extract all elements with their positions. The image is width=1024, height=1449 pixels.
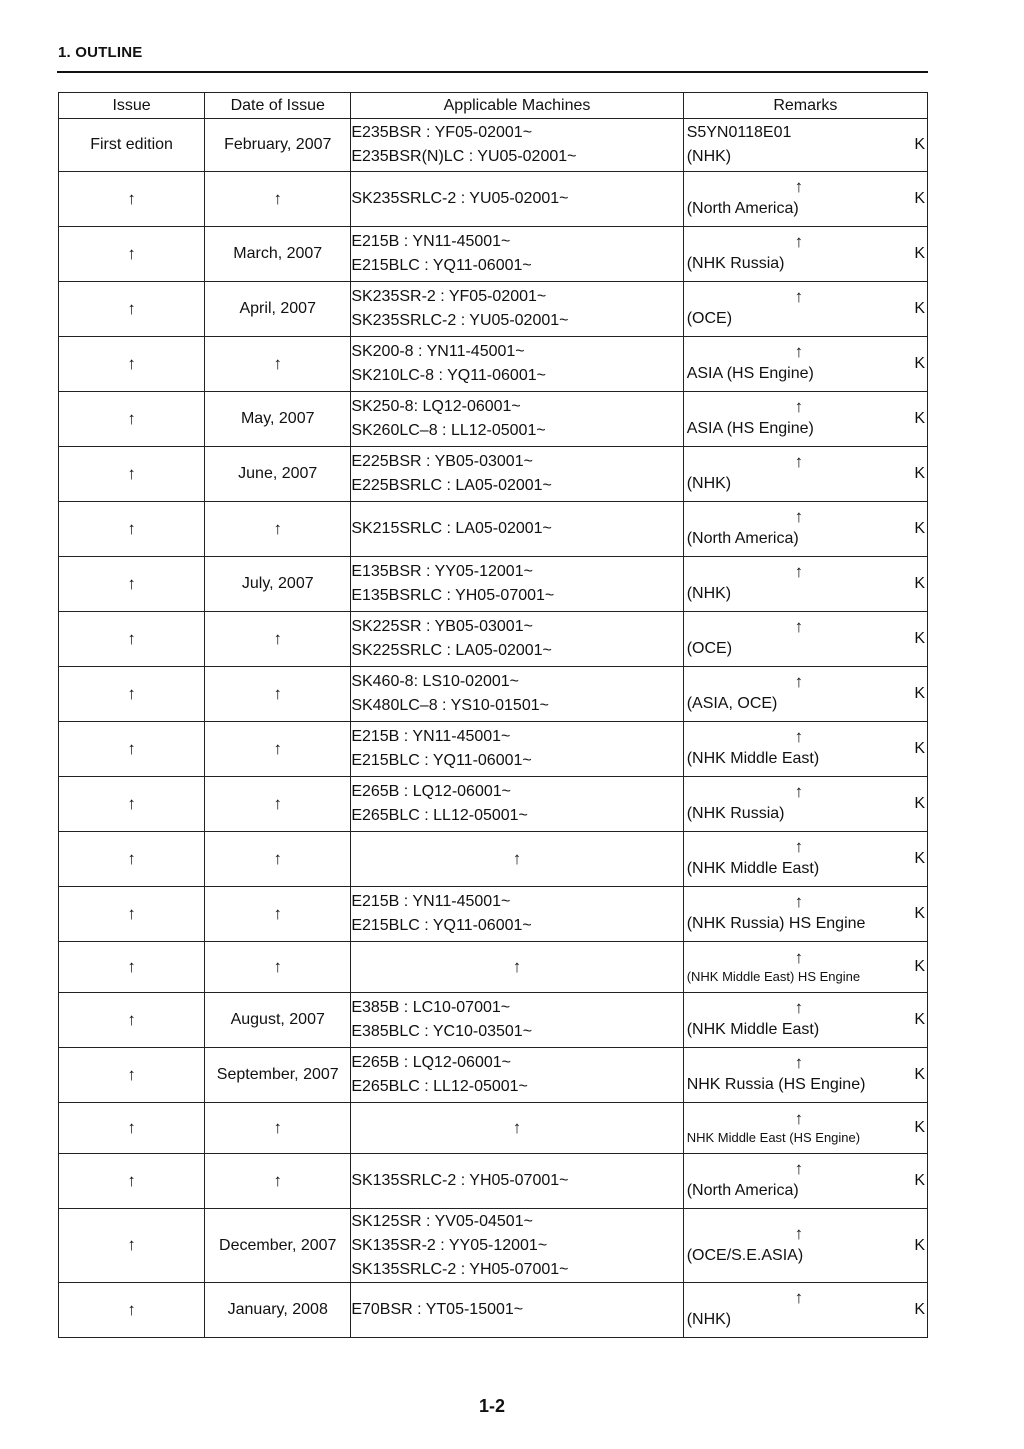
remark-text: (NHK Russia) HS Engine (686, 915, 866, 932)
table-row (59, 557, 928, 612)
issue-cell (59, 1283, 205, 1338)
machine-line: SK235SRLC-2 : YU05-02001~ (351, 190, 569, 207)
machines-cell (351, 612, 683, 667)
revision-table (58, 92, 928, 1338)
remarks-cell (683, 1209, 927, 1283)
ditto-arrow-icon: ↑ (127, 683, 136, 703)
machines-cell (351, 942, 683, 993)
table-row (59, 667, 928, 722)
region-flag: K (914, 355, 925, 372)
date-cell (205, 667, 351, 722)
date-cell (205, 1154, 351, 1209)
machine-line: E235BSR(N)LC : YU05-02001~ (351, 148, 577, 165)
machine-line: E385BLC : YC10-03501~ (351, 1023, 533, 1040)
ditto-arrow-icon: ↑ (127, 903, 136, 923)
ditto-arrow-icon: ↑ (127, 1064, 136, 1084)
issue-cell (59, 172, 205, 227)
remark-text: (NHK Russia) (686, 805, 785, 822)
machines-cell (351, 502, 683, 557)
issue-cell (59, 227, 205, 282)
remark-text: (NHK) (686, 475, 732, 492)
region-flag: K (914, 740, 925, 757)
ditto-arrow-icon: ↑ (794, 837, 804, 856)
date-cell (205, 392, 351, 447)
machine-line: SK460-8: LS10-02001~ (351, 673, 519, 690)
table-row (59, 392, 928, 447)
machine-line: SK210LC-8 : YQ11-06001~ (351, 367, 546, 384)
ditto-arrow-icon: ↑ (273, 793, 282, 813)
machine-line: SK225SRLC : LA05-02001~ (351, 642, 552, 659)
region-flag: K (914, 1011, 925, 1028)
machine-line: E265B : LQ12-06001~ (351, 1054, 511, 1071)
date-cell (205, 722, 351, 777)
issue-cell (59, 337, 205, 392)
region-flag: K (914, 136, 925, 153)
remark-text: (OCE/S.E.ASIA) (686, 1246, 804, 1264)
date-text: May, 2007 (240, 410, 315, 427)
ditto-arrow-icon: ↑ (273, 188, 282, 208)
ditto-arrow-icon: ↑ (794, 1288, 804, 1307)
issue-cell (59, 447, 205, 502)
date-text: September, 2007 (216, 1066, 339, 1083)
ditto-arrow-icon: ↑ (127, 463, 136, 483)
issue-cell (59, 557, 205, 612)
remarks-cell (683, 447, 927, 502)
region-flag: K (914, 1172, 925, 1189)
date-text: March, 2007 (233, 245, 323, 262)
machines-cell (351, 557, 683, 612)
issue-text: First edition (90, 136, 173, 153)
date-text: January, 2008 (227, 1301, 328, 1318)
date-cell (205, 502, 351, 557)
machines-cell (351, 227, 683, 282)
table-row (59, 832, 928, 887)
remark-text: (NHK Middle East) (686, 750, 820, 767)
region-flag: K (914, 1301, 925, 1318)
ditto-arrow-icon: ↑ (794, 397, 804, 416)
machines-cell (351, 1154, 683, 1209)
ditto-arrow-icon: ↑ (794, 342, 804, 361)
table-row (59, 993, 928, 1048)
machine-line: E135BSRLC : YH05-07001~ (351, 587, 555, 604)
date-cell (205, 1209, 351, 1283)
region-flag: K (914, 795, 925, 812)
date-cell (205, 447, 351, 502)
remark-text: S5YN0118E01 (686, 124, 792, 141)
table-row (59, 612, 928, 667)
issue-cell (59, 1209, 205, 1283)
header-issue: Issue (59, 93, 205, 119)
machines-cell (351, 1209, 683, 1283)
machine-line: SK135SR-2 : YY05-12001~ (351, 1236, 548, 1254)
machine-line: SK225SR : YB05-03001~ (351, 618, 533, 635)
ditto-arrow-icon: ↑ (794, 998, 804, 1017)
remarks-cell (683, 1154, 927, 1209)
region-flag: K (914, 1066, 925, 1083)
remarks-cell (683, 392, 927, 447)
issue-cell (59, 667, 205, 722)
ditto-arrow-icon: ↑ (512, 1118, 522, 1137)
issue-cell (59, 887, 205, 942)
ditto-arrow-icon: ↑ (127, 353, 136, 373)
remarks-cell (683, 777, 927, 832)
remark-text: (OCE) (686, 310, 733, 327)
machine-line: E225BSRLC : LA05-02001~ (351, 477, 552, 494)
machine-line: SK200-8 : YN11-45001~ (351, 343, 525, 360)
remark-text: NHK Middle East (HS Engine) (686, 1130, 861, 1145)
date-cell (205, 832, 351, 887)
machines-cell (351, 172, 683, 227)
machines-cell (351, 447, 683, 502)
header-remarks: Remarks (683, 93, 927, 119)
ditto-arrow-icon: ↑ (794, 507, 804, 526)
machine-line: E215BLC : YQ11-06001~ (351, 917, 532, 934)
ditto-arrow-icon: ↑ (273, 1117, 282, 1137)
remarks-cell (683, 887, 927, 942)
table-row (59, 337, 928, 392)
machine-line: E215B : YN11-45001~ (351, 233, 511, 250)
date-cell (205, 612, 351, 667)
ditto-arrow-icon: ↑ (273, 353, 282, 373)
machines-cell (351, 282, 683, 337)
machine-line: E265B : LQ12-06001~ (351, 783, 511, 800)
ditto-arrow-icon: ↑ (273, 848, 282, 868)
table-row (59, 502, 928, 557)
ditto-arrow-icon: ↑ (794, 452, 804, 471)
date-cell (205, 119, 351, 172)
region-flag: K (914, 958, 925, 975)
issue-cell (59, 1154, 205, 1209)
issue-cell (59, 282, 205, 337)
ditto-arrow-icon: ↑ (273, 628, 282, 648)
ditto-arrow-icon: ↑ (794, 1223, 804, 1243)
table-body (59, 119, 928, 1338)
ditto-arrow-icon: ↑ (794, 1053, 804, 1072)
machine-line: E265BLC : LL12-05001~ (351, 1078, 528, 1095)
machine-line: E215BLC : YQ11-06001~ (351, 752, 532, 769)
remark-text: (NHK Middle East) (686, 1021, 820, 1038)
region-flag: K (914, 1236, 925, 1254)
machine-line: SK235SRLC-2 : YU05-02001~ (351, 312, 569, 329)
ditto-arrow-icon: ↑ (794, 1109, 804, 1128)
header-applicable-machines: Applicable Machines (351, 93, 683, 119)
table-row (59, 777, 928, 832)
ditto-arrow-icon: ↑ (512, 849, 522, 868)
remarks-cell (683, 172, 927, 227)
table-row (59, 447, 928, 502)
ditto-arrow-icon: ↑ (127, 1117, 136, 1137)
machines-cell (351, 1048, 683, 1103)
title-divider (57, 71, 928, 73)
table-row (59, 1048, 928, 1103)
date-text: July, 2007 (241, 575, 314, 592)
machine-line: E135BSR : YY05-12001~ (351, 563, 533, 580)
date-cell (205, 227, 351, 282)
machine-line: SK135SRLC-2 : YH05-07001~ (351, 1172, 569, 1189)
remark-text: ASIA (HS Engine) (686, 365, 814, 382)
remark-text: NHK Russia (HS Engine) (686, 1076, 866, 1093)
remarks-cell (683, 557, 927, 612)
ditto-arrow-icon: ↑ (273, 903, 282, 923)
table-header-row (59, 93, 928, 119)
remark-text: (OCE) (686, 640, 733, 657)
region-flag: K (914, 1119, 925, 1136)
ditto-arrow-icon: ↑ (794, 782, 804, 801)
machine-line: SK250-8: LQ12-06001~ (351, 398, 521, 415)
issue-cell (59, 119, 205, 172)
date-cell (205, 337, 351, 392)
table-row (59, 1209, 928, 1283)
ditto-arrow-icon: ↑ (794, 672, 804, 691)
remark-text: (NHK Middle East) HS Engine (686, 969, 861, 984)
remarks-cell (683, 337, 927, 392)
ditto-arrow-icon: ↑ (273, 1170, 282, 1190)
remark-text: (NHK) (686, 585, 732, 602)
machines-cell (351, 993, 683, 1048)
remark-text: (North America) (686, 530, 799, 547)
issue-cell (59, 1048, 205, 1103)
ditto-arrow-icon: ↑ (273, 518, 282, 538)
ditto-arrow-icon: ↑ (794, 892, 804, 911)
table-row (59, 119, 928, 172)
header-date-of-issue: Date of Issue (205, 93, 351, 119)
ditto-arrow-icon: ↑ (794, 948, 804, 967)
date-cell (205, 887, 351, 942)
region-flag: K (914, 300, 925, 317)
table-row (59, 227, 928, 282)
remarks-cell (683, 502, 927, 557)
machine-line: E70BSR : YT05-15001~ (351, 1301, 524, 1318)
ditto-arrow-icon: ↑ (127, 1235, 136, 1254)
issue-cell (59, 722, 205, 777)
ditto-arrow-icon: ↑ (127, 793, 136, 813)
ditto-arrow-icon: ↑ (273, 683, 282, 703)
remark-text: (North America) (686, 1182, 799, 1199)
ditto-arrow-icon: ↑ (794, 617, 804, 636)
ditto-arrow-icon: ↑ (127, 188, 136, 208)
remarks-cell (683, 227, 927, 282)
machine-line: SK480LC–8 : YS10-01501~ (351, 697, 549, 714)
machine-line: E385B : LC10-07001~ (351, 999, 511, 1016)
ditto-arrow-icon: ↑ (794, 727, 804, 746)
issue-cell (59, 392, 205, 447)
region-flag: K (914, 520, 925, 537)
remarks-cell (683, 1103, 927, 1154)
remarks-cell (683, 282, 927, 337)
region-flag: K (914, 685, 925, 702)
machine-line: E215BLC : YQ11-06001~ (351, 257, 532, 274)
region-flag: K (914, 575, 925, 592)
remark-text: (NHK) (686, 1311, 732, 1328)
machines-cell (351, 777, 683, 832)
table-row (59, 1154, 928, 1209)
region-flag: K (914, 905, 925, 922)
remark-text: ASIA (HS Engine) (686, 420, 814, 437)
remarks-cell (683, 667, 927, 722)
table-row (59, 942, 928, 993)
machine-line: E225BSR : YB05-03001~ (351, 453, 533, 470)
machine-line: E235BSR : YF05-02001~ (351, 124, 533, 141)
table-row (59, 1103, 928, 1154)
date-cell (205, 557, 351, 612)
date-cell (205, 282, 351, 337)
date-cell (205, 1283, 351, 1338)
remarks-cell (683, 942, 927, 993)
issue-cell (59, 832, 205, 887)
ditto-arrow-icon: ↑ (127, 848, 136, 868)
table-row (59, 887, 928, 942)
machines-cell (351, 1283, 683, 1338)
remark-text: (NHK) (686, 148, 732, 165)
ditto-arrow-icon: ↑ (794, 287, 804, 306)
remarks-cell (683, 119, 927, 172)
ditto-arrow-icon: ↑ (127, 956, 136, 976)
date-cell (205, 1103, 351, 1154)
machine-line: E265BLC : LL12-05001~ (351, 807, 528, 824)
machines-cell (351, 832, 683, 887)
table-row (59, 1283, 928, 1338)
remarks-cell (683, 1048, 927, 1103)
region-flag: K (914, 850, 925, 867)
remark-text: (North America) (686, 200, 799, 217)
machine-line: SK235SR-2 : YF05-02001~ (351, 288, 547, 305)
table-row (59, 172, 928, 227)
remark-text: (ASIA, OCE) (686, 695, 778, 712)
date-cell (205, 172, 351, 227)
ditto-arrow-icon: ↑ (273, 956, 282, 976)
date-text: June, 2007 (238, 465, 318, 482)
ditto-arrow-icon: ↑ (127, 738, 136, 758)
machines-cell (351, 722, 683, 777)
table-row (59, 282, 928, 337)
ditto-arrow-icon: ↑ (273, 738, 282, 758)
region-flag: K (914, 245, 925, 262)
region-flag: K (914, 465, 925, 482)
ditto-arrow-icon: ↑ (127, 628, 136, 648)
ditto-arrow-icon: ↑ (794, 1159, 804, 1178)
remarks-cell (683, 993, 927, 1048)
ditto-arrow-icon: ↑ (127, 1170, 136, 1190)
ditto-arrow-icon: ↑ (127, 408, 136, 428)
date-cell (205, 942, 351, 993)
section-title: 1. OUTLINE (58, 44, 143, 61)
remark-text: (NHK Russia) (686, 255, 785, 272)
date-text: December, 2007 (219, 1236, 337, 1254)
page-number: 1-2 (478, 1396, 505, 1416)
machine-line: E215B : YN11-45001~ (351, 893, 511, 910)
ditto-arrow-icon: ↑ (127, 1009, 136, 1029)
date-text: February, 2007 (224, 136, 332, 153)
issue-cell (59, 1103, 205, 1154)
machines-cell (351, 392, 683, 447)
machines-cell (351, 1103, 683, 1154)
ditto-arrow-icon: ↑ (794, 177, 804, 196)
machine-line: SK260LC–8 : LL12-05001~ (351, 422, 546, 439)
machine-line: SK135SRLC-2 : YH05-07001~ (351, 1260, 569, 1278)
remark-text: (NHK Middle East) (686, 860, 820, 877)
remarks-cell (683, 1283, 927, 1338)
remarks-cell (683, 612, 927, 667)
issue-cell (59, 942, 205, 993)
machine-line: E215B : YN11-45001~ (351, 728, 511, 745)
ditto-arrow-icon: ↑ (794, 232, 804, 251)
machines-cell (351, 119, 683, 172)
machine-line: SK215SRLC : LA05-02001~ (351, 520, 552, 537)
issue-cell (59, 777, 205, 832)
region-flag: K (914, 190, 925, 207)
table-row (59, 722, 928, 777)
remarks-cell (683, 722, 927, 777)
region-flag: K (914, 630, 925, 647)
date-text: April, 2007 (239, 300, 316, 317)
ditto-arrow-icon: ↑ (127, 243, 136, 263)
issue-cell (59, 612, 205, 667)
date-text: August, 2007 (230, 1011, 325, 1028)
date-cell (205, 1048, 351, 1103)
date-cell (205, 777, 351, 832)
issue-cell (59, 993, 205, 1048)
issue-cell (59, 502, 205, 557)
machines-cell (351, 667, 683, 722)
ditto-arrow-icon: ↑ (127, 1299, 136, 1319)
machines-cell (351, 337, 683, 392)
remarks-cell (683, 832, 927, 887)
ditto-arrow-icon: ↑ (127, 298, 136, 318)
ditto-arrow-icon: ↑ (794, 562, 804, 581)
machine-line: SK125SR : YV05-04501~ (351, 1212, 533, 1230)
ditto-arrow-icon: ↑ (512, 957, 522, 976)
region-flag: K (914, 410, 925, 427)
machines-cell (351, 887, 683, 942)
ditto-arrow-icon: ↑ (127, 573, 136, 593)
date-cell (205, 993, 351, 1048)
ditto-arrow-icon: ↑ (127, 518, 136, 538)
